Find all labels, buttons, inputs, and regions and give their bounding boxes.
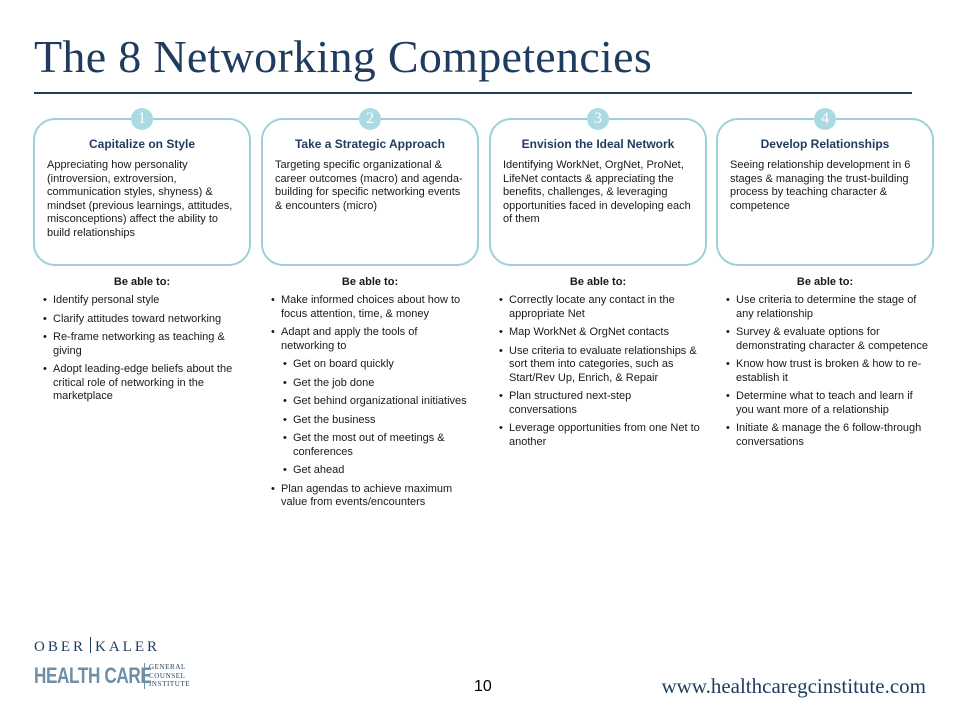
competency-heading: Take a Strategic Approach xyxy=(294,137,446,151)
bullet-list xyxy=(33,294,251,404)
competency-heading: Envision the Ideal Network xyxy=(521,137,675,151)
list-item: • Correctly locate any contact in the appropriate Net xyxy=(489,294,707,321)
number-badge: 2 xyxy=(359,108,381,130)
list-item: • Know how trust is broken & how to re-establish it xyxy=(716,358,934,385)
website-url: www.healthcaregcinstitute.com xyxy=(661,674,926,698)
competency-description: Seeing relationship development in 6 stages & managing the trust-building process by teaching character & competence xyxy=(730,159,911,212)
be-able-label: Be able to: xyxy=(113,276,171,288)
list-item: • Map WorkNet & OrgNet contacts xyxy=(489,326,707,340)
be-able-label: Be able to: xyxy=(341,276,399,288)
bullet-list xyxy=(261,294,479,510)
sub-list-item: • Get on board quickly xyxy=(261,358,479,372)
logo-health-care-text: HEALTH CARE xyxy=(34,663,152,688)
competency-column-4 xyxy=(716,110,934,454)
list-item: • Survey & evaluate options for demonstrating character & competence xyxy=(716,326,934,353)
list-item: • Clarify attitudes toward networking xyxy=(33,313,251,327)
list-item: • Plan structured next-step conversations xyxy=(489,390,707,417)
competency-heading: Develop Relationships xyxy=(760,137,890,151)
logo-firm-name xyxy=(34,637,194,656)
logo-word-kaler: KALER xyxy=(95,639,161,655)
list-item: • Use criteria to determine the stage of any relationship xyxy=(716,294,934,321)
sub-list-item: • Get ahead xyxy=(261,464,479,478)
bullet-list xyxy=(489,294,707,449)
logo-health-care xyxy=(34,663,190,689)
sub-list-item: • Get behind organizational initiatives xyxy=(261,395,479,409)
logo-word-ober: OBER xyxy=(34,639,87,655)
sub-list-item: • Get the most out of meetings & conferences xyxy=(261,432,479,459)
page-number: 10 xyxy=(474,678,492,695)
logo-gci-line: INSTITUTE xyxy=(149,680,191,689)
logo-gci-line: COUNSEL xyxy=(149,671,186,680)
competency-description: Identifying WorkNet, OrgNet, ProNet, LifeNet contacts & appreciating the benefits, challenges, & leveraging opportunities faced in developing each of them xyxy=(503,159,691,226)
competency-description: Appreciating how personality (introversion, extroversion, communication styles, shyness) & mindset (previous learnings, attitudes, misconceptions) affect the ability to build relationships xyxy=(47,159,233,239)
competency-box xyxy=(33,110,251,266)
competency-heading: Capitalize on Style xyxy=(88,137,196,151)
competency-box xyxy=(261,110,479,266)
list-item: • Plan agendas to achieve maximum value from events/encounters xyxy=(261,483,479,510)
number-badge: 1 xyxy=(131,108,153,130)
competency-column-3 xyxy=(489,110,707,454)
sub-list-item: • Get the job done xyxy=(261,377,479,391)
list-item: • Identify personal style xyxy=(33,294,251,308)
list-item: • Initiate & manage the 6 follow-through conversations xyxy=(716,422,934,449)
page-title: The 8 Networking Competencies xyxy=(34,31,653,82)
sub-list-item: • Get the business xyxy=(261,414,479,428)
list-item: • Adapt and apply the tools of networking to xyxy=(261,326,479,353)
title-divider xyxy=(34,92,912,94)
competency-box xyxy=(489,110,707,266)
ober-kaler-logo xyxy=(34,637,194,697)
list-item: • Use criteria to evaluate relationships & sort them into categories, such as Start/Rev Up, Enrich, & Repair xyxy=(489,345,707,386)
be-able-label: Be able to: xyxy=(796,276,854,288)
number-badge: 4 xyxy=(814,108,836,130)
number-badge: 3 xyxy=(587,108,609,130)
list-item: • Adopt leading-edge beliefs about the critical role of networking in the marketplace xyxy=(33,363,251,404)
logo-gci-line: GENERAL xyxy=(149,663,186,672)
bullet-list xyxy=(716,294,934,449)
list-item: • Leverage opportunities from one Net to another xyxy=(489,422,707,449)
competency-column-2 xyxy=(261,110,479,515)
competency-box xyxy=(716,110,934,266)
logo-separator xyxy=(90,637,91,653)
list-item: • Re-frame networking as teaching & giving xyxy=(33,331,251,358)
competency-description: Targeting specific organizational & career outcomes (macro) and agenda-building for specific networking events & encounters (micro) xyxy=(275,159,463,212)
competency-column-1 xyxy=(33,110,251,409)
list-item: • Make informed choices about how to focus attention, time, & money xyxy=(261,294,479,321)
list-item: • Determine what to teach and learn if you want more of a relationship xyxy=(716,390,934,417)
be-able-label: Be able to: xyxy=(569,276,627,288)
